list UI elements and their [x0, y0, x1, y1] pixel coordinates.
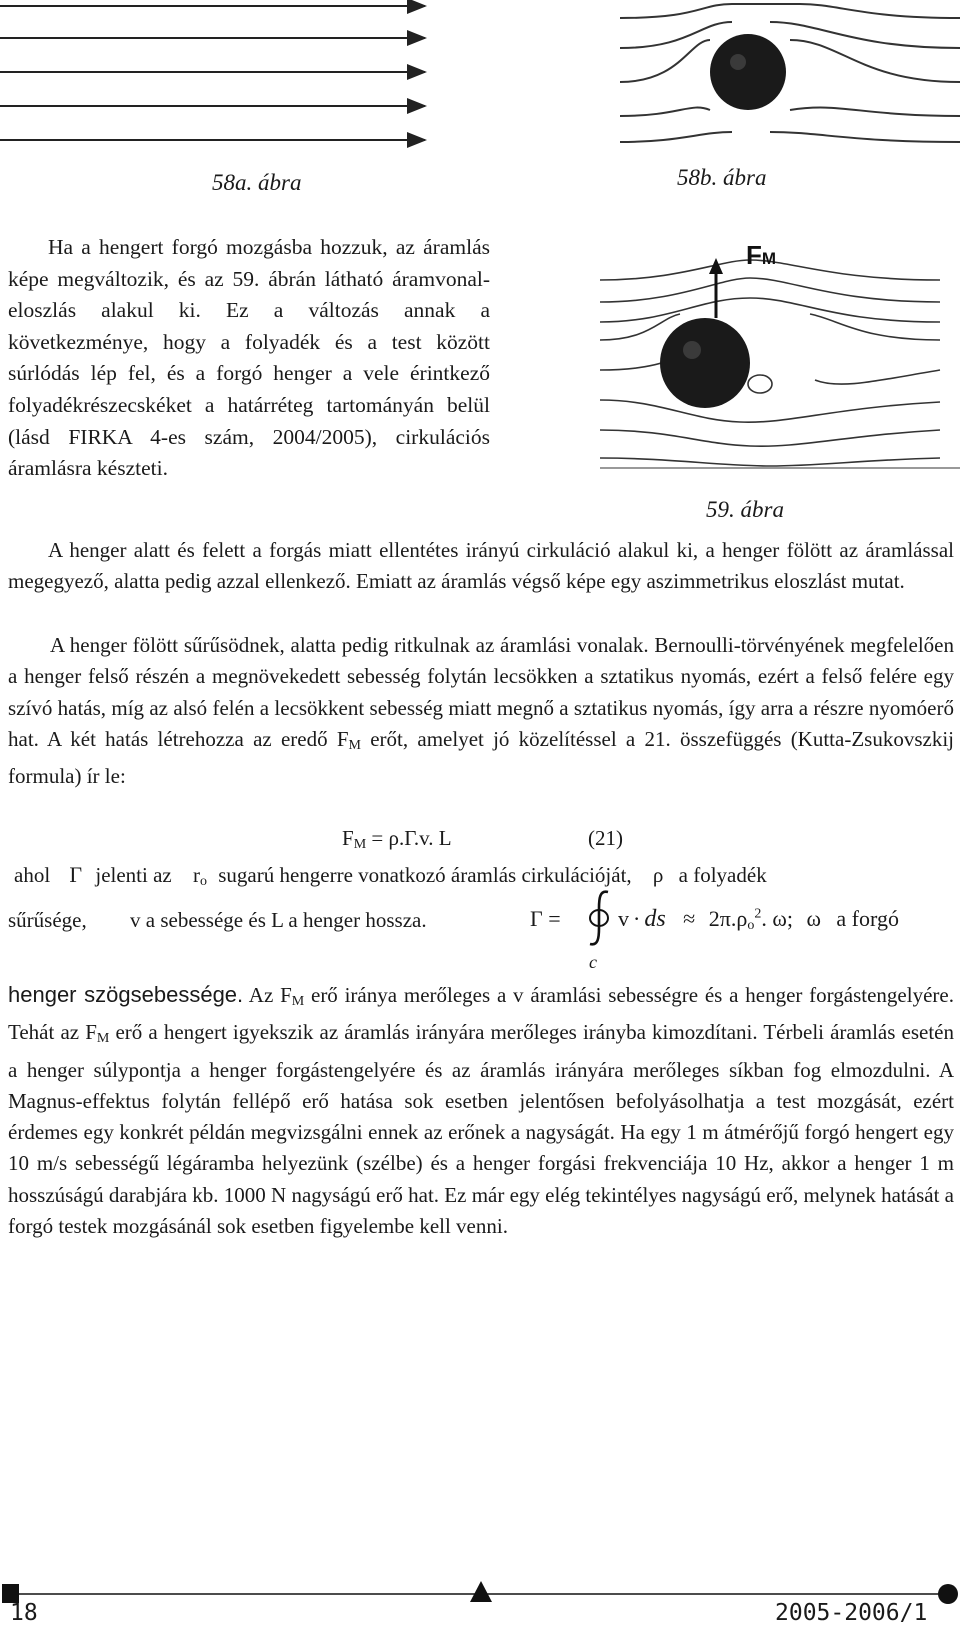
ahol-line — [14, 862, 954, 890]
force-label — [746, 240, 776, 271]
contour-integral-icon — [582, 888, 618, 948]
formula-lhs-sub: M — [353, 837, 367, 852]
formula-21 — [342, 826, 452, 853]
omega-text: . ω; — [761, 906, 793, 931]
force-label-sub: M — [761, 249, 777, 268]
paragraph-3-mid: erő iránya merőleges a v áramlási sebességre és a henger forgástengelyére. Tehát az F — [8, 983, 954, 1045]
paragraph-3-sub1: M — [291, 994, 305, 1009]
paragraph-2-rest: erőt, amelyet jó közelítéssel a 21. összefüggés (Kutta-Zsukovszkij formula) ír le: — [8, 726, 954, 789]
paragraph-2 — [8, 630, 954, 792]
r-symbol: r — [193, 863, 200, 887]
formula-rhs: = ρ.Γ.v. L — [366, 826, 452, 850]
footer-circle-icon — [938, 1584, 958, 1604]
figure-59 — [600, 240, 960, 470]
paragraph-3-az: Az F — [243, 983, 292, 1007]
figure-59-caption: 59. ábra — [706, 497, 784, 522]
integrand-v: v — [618, 906, 629, 931]
a-forgo-text: a forgó — [836, 906, 899, 931]
formula-number: (21) — [588, 826, 623, 850]
square-sup: 2 — [754, 906, 762, 922]
approx-symbol: ≈ — [683, 906, 696, 931]
integrand-ds: ds — [644, 906, 666, 932]
rho-symbol: ρ — [652, 863, 664, 887]
two-pi-sub: o — [747, 918, 755, 933]
contour-label: c — [589, 952, 597, 972]
paragraph-3-rest: erő a hengert igyekszik az áramlás irányára merőleges irányba kimozdítani. Térbeli áramlás esetén a henger súlypontja a henger forgástengelyére és az áramlás irányára merőleges síkban fog elmozdulni. A Magnus-effektus folytán fellépő erő hatása sok esetben jelentősen befolyásolhatja a test mozgását, ezért érdemes egy konkrét példán megvizsgálni ennek az erőnek a nagyságát. Ha egy 1 m átmérőjű forgó hengert egy 10 m/s sebességű légáramba helyezünk (szélbe) és a henger forgási frekvenciája 10 Hz, akkor a henger 1 m hosszúságú darabjára kb. 1000 N nagyságú erő hat. Ez már egy elég tekintélyes nagyságú erő, melynek hatását a forgó testek mozgásánál sok esetben figyelembe kell venni. — [8, 1020, 954, 1239]
gamma-symbol: Γ — [69, 862, 83, 887]
figure-58a-caption: 58a. ábra — [212, 170, 302, 195]
a-folyadek-text: a folyadék — [678, 863, 767, 887]
integrand — [618, 906, 899, 934]
paragraph-2-text: A henger fölött sűrűsödnek, alatta pedig ritkulnak az áramlási vonalak. Bernoulli-törvényének megfelelően a henger felső részén a megnövekedett sebesség folytán lecsökken a sztatikus nyomás, ezért a felső felére egy szívó hatás, míg az alsó felén a lecsökkent sebesség miatt megnő a sztatikus nyomás, így arra a részre nyomóerő hat. A két hatás létrehozza az eredő F — [8, 633, 954, 751]
paragraph-3 — [8, 979, 954, 1242]
henger-sans-text: henger szögsebessége. — [8, 982, 244, 1007]
gamma-equals: Γ = — [530, 906, 561, 931]
paragraph-3-sub2: M — [96, 1031, 110, 1047]
r-sub: o — [200, 874, 207, 889]
figure-58b — [620, 0, 960, 150]
integrand-dot: · — [633, 906, 641, 931]
intro-paragraph: Ha a hengert forgó mozgásba hozzuk, az áramlás képe megváltozik, és az 59. ábrán látható áramvonal-eloszlás alakul ki. Ez a változás annak a következménye, hogy a folyadék és a test között súrlódás lép fel, és a forgó henger a vele érintkező folyadékrészecskéket a határréteg tartományán belül (lásd FIRKA 4-es szám, 2004/2005), cirkulációs áramlásra készteti. — [8, 235, 490, 481]
formula-lhs: F — [342, 826, 354, 850]
footer-triangle-icon — [470, 1581, 492, 1602]
omega-symbol: ω — [806, 906, 821, 931]
issue-number: 2005-2006/1 — [775, 1600, 928, 1626]
sugaru-text: sugarú hengerre vonatkozó áramlás cirkulációját, — [218, 863, 632, 887]
jelenti-text: jelenti az — [95, 863, 172, 887]
paragraph-2-sub: M — [348, 737, 361, 753]
v-sebessege-text: v a sebessége és L a henger hossza. — [130, 908, 427, 932]
force-label-f: F — [746, 240, 762, 270]
paragraph-1: A henger alatt és felett a forgás miatt ellentétes irányú cirkuláció alakul ki, a henger fölött az áramlással megegyező, alatta pedig azzal ellenkező. Emiatt az áramlás végső képe egy aszimmetrikus eloszlást mutat. — [8, 538, 954, 594]
figure-58b-caption: 58b. ábra — [677, 165, 767, 190]
page-number: 18 — [10, 1600, 38, 1626]
surusege-text: sűrűsége, — [8, 908, 87, 932]
two-pi-rho: 2π.ρ — [708, 906, 748, 931]
ahol-word: ahol — [14, 863, 51, 887]
figure-58a — [0, 0, 440, 150]
